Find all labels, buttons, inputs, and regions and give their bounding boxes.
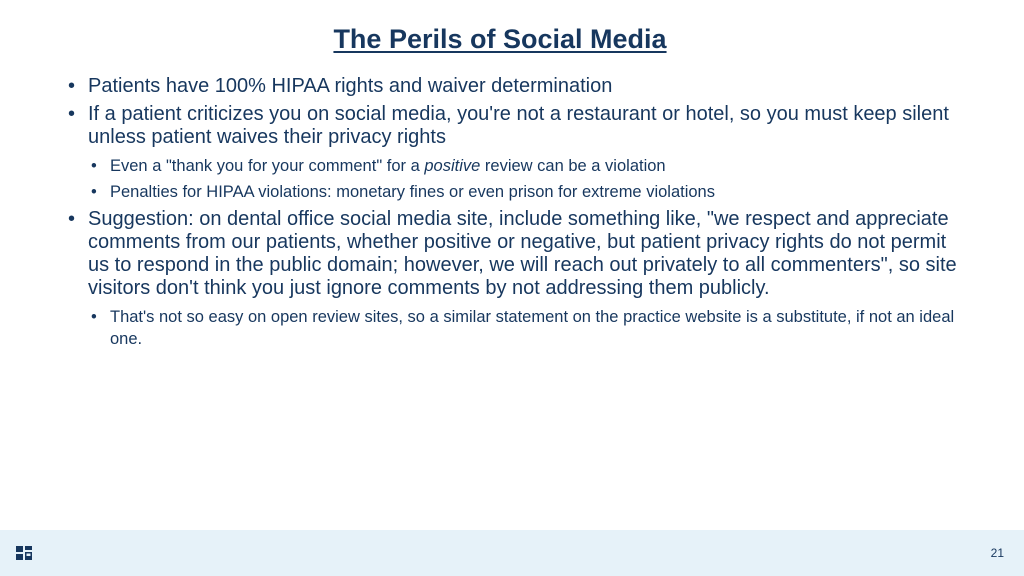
sub-bullet-text: Penalties for HIPAA violations: monetary fines or even prison for extreme violations — [110, 183, 715, 201]
sub-bullet-item — [66, 155, 966, 177]
bullet-dot: • — [68, 103, 76, 125]
sub-bullet-list — [88, 306, 966, 350]
sub-bullet-dot: • — [91, 308, 97, 326]
slide-footer — [0, 530, 1024, 576]
sub-bullet-text-before: Even a "thank you for your comment" for a — [110, 157, 425, 175]
bullet-dot: • — [68, 208, 76, 230]
bullet-item — [66, 208, 966, 350]
sub-bullet-text: That's not so easy on open review sites, so a similar statement on the practice website is a substitute, if not an ideal one. — [110, 308, 955, 348]
page-number: 21 — [990, 546, 1004, 560]
bullet-item — [66, 75, 966, 98]
sub-bullet-dot: • — [91, 157, 97, 175]
company-logo-icon — [16, 546, 32, 560]
sub-bullet-list — [88, 155, 966, 203]
sub-bullet-dot: • — [91, 183, 97, 201]
bullet-text: Suggestion: on dental office social media site, include something like, "we respect and appreciate comments from our patients, whether positive or negative, but patient privacy rights do not permit us to respond in the public domain; however, we will reach out privately to all commenters", so site visitors don't think you just ignore comments by not addressing them publicly. — [88, 208, 957, 299]
slide-content — [66, 75, 966, 355]
sub-bullet-text-after: review can be a violation — [480, 157, 666, 175]
bullet-list — [66, 75, 966, 350]
sub-bullet-item — [66, 306, 966, 350]
sub-bullet-emphasis: positive — [424, 157, 481, 175]
bullet-text: Patients have 100% HIPAA rights and waiver determination — [88, 75, 613, 97]
bullet-text: If a patient criticizes you on social media, you're not a restaurant or hotel, so you must keep silent unless patient waives their privacy rights — [88, 103, 949, 148]
sub-bullet-item — [66, 181, 966, 203]
bullet-item — [66, 103, 966, 203]
bullet-dot: • — [68, 75, 76, 97]
slide-title: The Perils of Social Media — [333, 24, 667, 54]
